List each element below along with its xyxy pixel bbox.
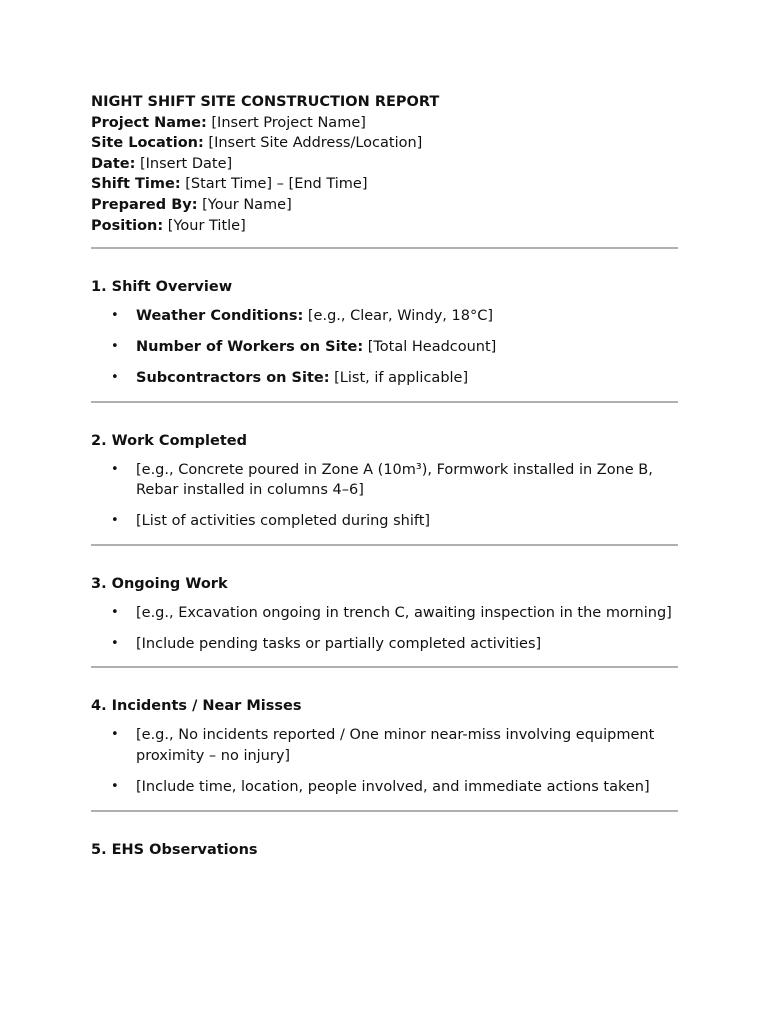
- bullet-icon: •: [111, 370, 119, 386]
- field-label: Prepared By:: [91, 196, 198, 213]
- item-text: [e.g., Excavation ongoing in trench C, awaiting inspection in the morning]: [136, 604, 672, 621]
- bullet-icon: •: [111, 339, 119, 355]
- list-item: [91, 337, 678, 358]
- section-title-incidents: 4. Incidents / Near Misses: [91, 698, 302, 715]
- item-text: [Total Headcount]: [363, 339, 497, 356]
- bullet-icon: •: [111, 604, 119, 620]
- field-label: Date:: [91, 155, 136, 172]
- field-label: Site Location:: [91, 135, 204, 152]
- field-value: [Insert Site Address/Location]: [203, 135, 423, 152]
- section-divider: [91, 810, 678, 812]
- item-text: [e.g., No incidents reported / One minor near-miss involving equipment proximity – no injury]: [136, 727, 655, 765]
- list-item: [91, 725, 678, 766]
- site-location-field: [91, 133, 678, 154]
- section-title-shift-overview: 1. Shift Overview: [91, 279, 233, 296]
- shift-overview-list: [91, 306, 678, 389]
- bullet-icon: •: [111, 461, 119, 477]
- shift-time-field: [91, 174, 678, 195]
- section-divider: [91, 247, 678, 249]
- section-title-ehs-observations: 5. EHS Observations: [91, 841, 258, 858]
- section-title-work-completed: 2. Work Completed: [91, 432, 247, 449]
- field-value: [Your Title]: [163, 217, 246, 234]
- list-item: [91, 777, 678, 798]
- field-value: [Insert Project Name]: [206, 114, 366, 131]
- list-item: [91, 368, 678, 389]
- bullet-icon: •: [111, 308, 119, 324]
- list-item: [91, 306, 678, 327]
- item-text: [List of activities completed during shift]: [136, 513, 431, 530]
- item-text: [Include time, location, people involved, and immediate actions taken]: [136, 779, 650, 796]
- field-label: Position:: [91, 217, 164, 234]
- position-field: [91, 216, 678, 237]
- item-label: Weather Conditions:: [136, 308, 304, 325]
- section-title-ongoing-work: 3. Ongoing Work: [91, 575, 228, 592]
- section-divider: [91, 666, 678, 668]
- section-divider: [91, 401, 678, 403]
- date-field: [91, 154, 678, 175]
- bullet-icon: •: [111, 779, 119, 795]
- list-item: [91, 634, 678, 655]
- field-value: [Your Name]: [197, 196, 292, 213]
- bullet-icon: •: [111, 727, 119, 743]
- item-text: [e.g., Clear, Windy, 18°C]: [303, 308, 493, 325]
- report-title: NIGHT SHIFT SITE CONSTRUCTION REPORT: [91, 94, 440, 110]
- list-item: [91, 511, 678, 532]
- bullet-icon: •: [111, 635, 119, 651]
- report-header: [91, 92, 678, 236]
- bullet-icon: •: [111, 513, 119, 529]
- prepared-by-field: [91, 195, 678, 216]
- item-label: Subcontractors on Site:: [136, 370, 330, 387]
- list-item: [91, 603, 678, 624]
- item-text: [List, if applicable]: [329, 370, 469, 387]
- field-label: Project Name:: [91, 114, 207, 131]
- field-value: [Start Time] – [End Time]: [180, 176, 368, 193]
- item-text: [Include pending tasks or partially completed activities]: [136, 635, 542, 652]
- field-label: Shift Time:: [91, 176, 181, 193]
- work-completed-list: [91, 460, 678, 532]
- project-name-field: [91, 113, 678, 134]
- section-divider: [91, 544, 678, 546]
- item-label: Number of Workers on Site:: [136, 339, 364, 356]
- item-text: [e.g., Concrete poured in Zone A (10m³), Formwork installed in Zone B, Rebar installed in columns 4–6]: [136, 461, 653, 499]
- incidents-list: [91, 725, 678, 797]
- field-value: [Insert Date]: [135, 155, 233, 172]
- list-item: [91, 460, 678, 501]
- ongoing-work-list: [91, 603, 678, 655]
- report-page: [91, 92, 678, 860]
